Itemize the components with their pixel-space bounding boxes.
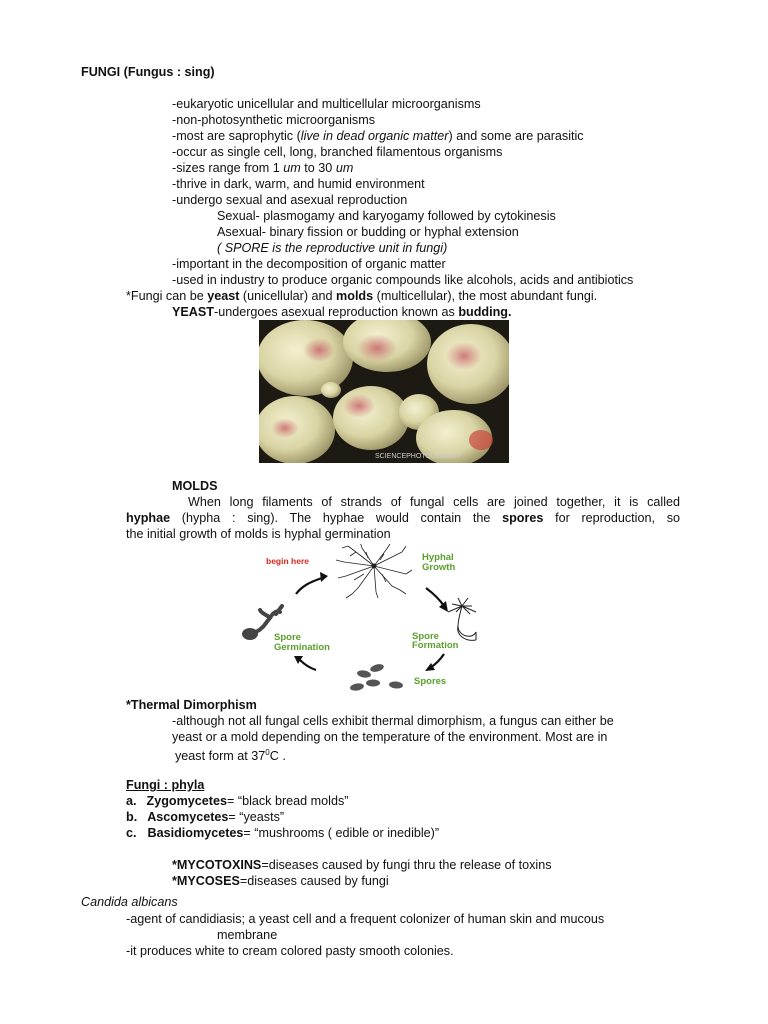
arrow-germination-to-growth [296, 578, 322, 594]
page-title: FUNGI (Fungus : sing) [81, 65, 215, 79]
spore-formation-label-2: Formation [412, 640, 459, 651]
molds-paragraph-line-3: the initial growth of molds is hyphal germination [126, 527, 391, 541]
candida-line-2: membrane [217, 928, 278, 942]
phylum-item: c. Basidiomycetes= “mushrooms ( edible or inedible)” [126, 826, 440, 840]
char-line-1: -eukaryotic unicellular and multicellular microorganisms [172, 97, 481, 111]
sexual-line: Sexual- plasmogamy and karyogamy followed by cytokinesis [217, 209, 556, 223]
phylum-item: a. Zygomycetes= “black bread molds” [126, 794, 349, 808]
thermal-heading: *Thermal Dimorphism [126, 698, 257, 712]
hyphal-label-1: Hyphal [422, 552, 454, 563]
candida-line-3: -it produces white to cream colored pasty smooth colonies. [126, 944, 454, 958]
molds-paragraph-line-2: hyphae (hypha : sing). The hyphae would contain the spores for reproduction, so [126, 511, 680, 525]
begin-here-label: begin here [266, 556, 309, 566]
molds-heading: MOLDS [172, 479, 218, 493]
candida-line-1: -agent of candidiasis; a yeast cell and a frequent colonizer of human skin and mucous [126, 912, 605, 926]
candida-heading: Candida albicans [81, 895, 178, 909]
sporangium-icon [448, 598, 476, 640]
char-line-7: -used in industry to produce organic compounds like alcohols, acids and antibiotics [172, 273, 634, 287]
char-line-saprophytic: -most are saprophytic (live in dead organic matter) and some are parasitic [172, 129, 584, 143]
char-line-5: -undergo sexual and asexual reproduction [172, 193, 408, 207]
phylum-item: b. Ascomycetes= “yeasts” [126, 810, 285, 824]
phyla-heading: Fungi : phyla [126, 778, 205, 792]
spore-formation-label-1: Spore [412, 631, 439, 642]
photo-watermark: SCIENCEPHOTOLIBRARY [375, 453, 461, 460]
mold-lifecycle-diagram [236, 544, 486, 696]
cycle-arrows [296, 578, 444, 670]
yeast-molds-line: *Fungi can be yeast (unicellular) and molds (multicellular), the most abundant fungi. [126, 289, 598, 303]
char-line-4: -thrive in dark, warm, and humid environment [172, 177, 425, 191]
arrow-growth-to-formation [426, 588, 444, 606]
mycotoxins-line: *MYCOTOXINS=diseases caused by fungi thru the release of toxins [172, 858, 552, 872]
mycoses-line: *MYCOSES=diseases caused by fungi [172, 874, 389, 888]
char-line-3: -occur as single cell, long, branched filamentous organisms [172, 145, 503, 159]
thermal-line-3: yeast form at $37^0C$ . [175, 748, 286, 764]
char-line-sizes: -sizes range from 1 um to 30 um [172, 161, 354, 175]
thermal-line-1: -although not all fungal cells exhibit thermal dimorphism, a fungus can either be [172, 714, 614, 728]
yeast-cells-image [259, 320, 509, 463]
yeast-photo [259, 320, 509, 463]
char-line-2: -non-photosynthetic microorganisms [172, 113, 375, 127]
spores-label: Spores [414, 676, 447, 687]
asexual-line: Asexual- binary fission or budding or hyphal extension [217, 225, 519, 239]
thermal-line-2: yeast or a mold depending on the temperature of the environment. Most are in [172, 730, 608, 744]
spore-germination-label-1: Spore [274, 632, 301, 643]
spores-icon [349, 663, 403, 692]
spore-germination-label-2: Germination [274, 642, 330, 653]
arrow-spores-to-germination [300, 660, 316, 670]
char-line-6: -important in the decomposition of organic matter [172, 257, 446, 271]
yeast-line: YEAST-undergoes asexual reproduction known as budding. [172, 305, 512, 319]
mycelium-icon [336, 544, 412, 598]
molds-paragraph-line-1: When long filaments of strands of fungal cells are joined together, it is called [188, 495, 680, 509]
spore-note: ( SPORE is the reproductive unit in fungi) [217, 241, 448, 255]
hyphal-label-2: Growth [422, 562, 456, 573]
